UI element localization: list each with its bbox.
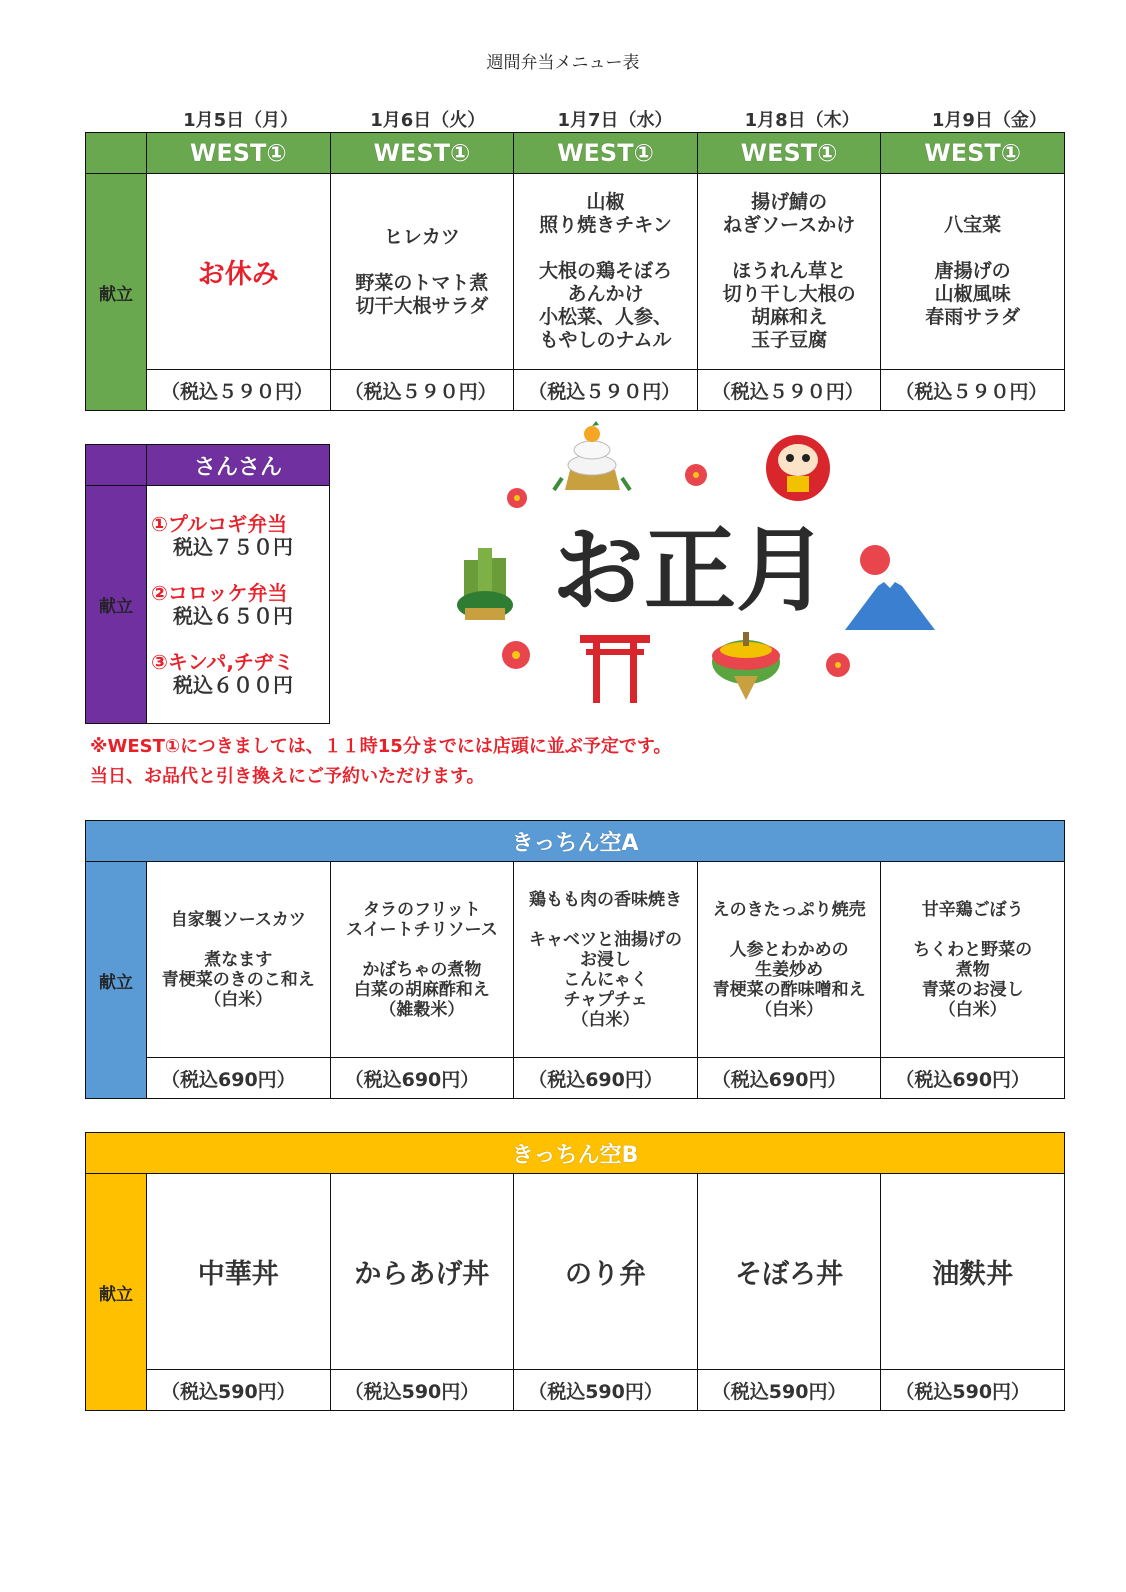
sansan-item-name: ②コロッケ弁当 (151, 580, 288, 605)
kitchen-b-dish-mon: 中華丼 (147, 1174, 331, 1370)
kitchen-a-price: （税込690円） (697, 1058, 881, 1099)
sansan-item-price: 税込７５０円 (173, 534, 293, 559)
date-wed: 1月7日（水） (557, 110, 673, 131)
west-header: WEST① (147, 133, 331, 174)
mount-fuji-icon (845, 545, 935, 630)
torii-gate-icon (580, 635, 650, 703)
kitchen-b-header: きっちん空B (86, 1133, 1065, 1174)
page-title: 週間弁当メニュー表 (486, 53, 640, 73)
west-dish-thu: 揚げ鯖の ねぎソースかけ ほうれん草と 切り干し大根の 胡麻和え 玉子豆腐 (697, 174, 881, 370)
kitchen-a-dish-tue: タラのフリット スイートチリソース かぼちゃの煮物 白菜の胡麻酢和え （雑穀米） (330, 862, 514, 1058)
kitchen-b-price: （税込590円） (881, 1370, 1065, 1411)
new-year-illustration (450, 420, 950, 720)
west-menu-table (85, 132, 1065, 411)
sansan-items (147, 486, 330, 724)
kitchen-b-row-label: 献立 (86, 1174, 147, 1411)
kitchen-a-header: きっちん空A (86, 821, 1065, 862)
west-header: WEST① (514, 133, 698, 174)
kitchen-a-row-label: 献立 (86, 862, 147, 1099)
sansan-header: さんさん (147, 445, 330, 486)
west-corner (86, 133, 147, 174)
kadomatsu-icon (457, 548, 513, 620)
west-header: WEST① (697, 133, 881, 174)
kitchen-b-price: （税込590円） (147, 1370, 331, 1411)
west-row-label: 献立 (86, 174, 147, 411)
west-price: （税込５９０円） (514, 370, 698, 411)
daruma-icon (766, 435, 830, 501)
note-line-1: ※WEST①につきましては、１１時15分までには店頭に並ぶ予定です。 (90, 736, 672, 757)
oshogatsu-text: お正月 (551, 517, 829, 624)
sansan-item-price: 税込６００円 (173, 672, 293, 697)
west-header: WEST① (881, 133, 1065, 174)
kitchen-b-dish-wed: のり弁 (514, 1174, 698, 1370)
sansan-item-name: ①プルコギ弁当 (151, 511, 288, 536)
west-dish-tue: ヒレカツ 野菜のトマト煮 切干大根サラダ (330, 174, 514, 370)
kitchen-a-dish-thu: えのきたっぷり焼売 人参とわかめの 生姜炒め 青梗菜の酢味噌和え （白米） (697, 862, 881, 1058)
kitchen-a-price: （税込690円） (147, 1058, 331, 1099)
kitchen-a-dish-fri: 甘辛鶏ごぼう ちくわと野菜の 煮物 青菜のお浸し （白米） (881, 862, 1065, 1058)
kitchen-b-dish-fri: 油麩丼 (881, 1174, 1065, 1370)
kitchen-a-price: （税込690円） (881, 1058, 1065, 1099)
kitchen-a-dish-mon: 自家製ソースカツ 煮なます 青梗菜のきのこ和え （白米） (147, 862, 331, 1058)
kitchen-a-price: （税込690円） (514, 1058, 698, 1099)
date-row (147, 106, 1083, 132)
sansan-menu-table (85, 444, 330, 724)
kitchen-b-price: （税込590円） (330, 1370, 514, 1411)
sansan-row-label: 献立 (86, 486, 147, 724)
kitchen-b-price: （税込590円） (514, 1370, 698, 1411)
west-header: WEST① (330, 133, 514, 174)
west-price: （税込５９０円） (147, 370, 331, 411)
kitchen-a-menu-table (85, 820, 1065, 1099)
west-price: （税込５９０円） (697, 370, 881, 411)
west-dish-wed: 山椒 照り焼きチキン 大根の鶏そぼろ あんかけ 小松菜、人参、 もやしのナムル (514, 174, 698, 370)
west-price: （税込５９０円） (881, 370, 1065, 411)
kitchen-a-dish-wed: 鶏もも肉の香味焼き キャベツと油揚げの お浸し こんにゃく チャプチェ （白米） (514, 862, 698, 1058)
kitchen-b-menu-table (85, 1132, 1065, 1411)
kitchen-b-dish-thu: そぼろ丼 (697, 1174, 881, 1370)
kitchen-b-dish-tue: からあげ丼 (330, 1174, 514, 1370)
note-line-2: 当日、お品代と引き換えにご予約いただけます。 (90, 766, 485, 787)
kitchen-a-price: （税込690円） (330, 1058, 514, 1099)
date-tue: 1月6日（火） (370, 110, 486, 131)
date-thu: 1月8日（木） (744, 110, 860, 131)
sansan-corner (86, 445, 147, 486)
west-dish-fri: 八宝菜 唐揚げの 山椒風味 春雨サラダ (881, 174, 1065, 370)
sansan-item-name: ③キンパ,チヂミ (151, 649, 294, 674)
kitchen-b-price: （税込590円） (697, 1370, 881, 1411)
west-price: （税込５９０円） (330, 370, 514, 411)
west-dish-mon: お休み (147, 174, 331, 370)
spinning-top-icon (712, 632, 780, 700)
kagami-mochi-icon (554, 421, 630, 490)
date-mon: 1月5日（月） (183, 110, 299, 131)
date-fri: 1月9日（金） (931, 110, 1047, 131)
sansan-item-price: 税込６５０円 (173, 603, 293, 628)
